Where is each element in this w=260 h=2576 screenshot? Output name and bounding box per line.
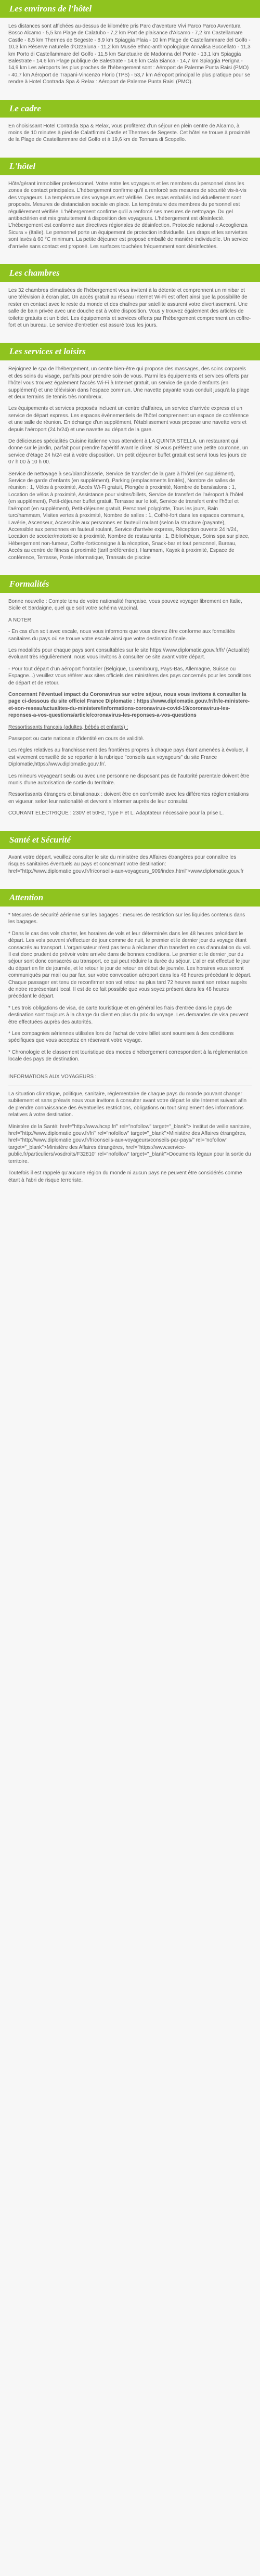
section-body-chambres [0,282,260,343]
attention-baggage-rules: * Mesures de sécurité aérienne sur les bagages : mesures de restriction sur les liquides contenus dans les bagages. [8,912,245,925]
section-title-formalites: Formalités [0,575,260,593]
attention-visa: * Les trois obligations de visa, de carte touristique et en général les frais d'entrée dans le pays de destination sont toujours à la charge du client en plus du prix du voyage. Les demandes de visa peuvent être effectuées auprès des autorités. [8,1005,249,1025]
bottom-spacer [8,1188,252,1199]
section-title-chambres: Les chambres [0,264,260,282]
section-body-sante [0,849,260,889]
loisirs-paragraph-1: Rejoignez le spa de l'hébergement, un centre bien-être qui propose des massages, des soins corporels et des soins du visage, parfaits pour prendre soin de vous. Parmi les équipements et services offerts par l'hôtel vous trouvez également l'accès Wi-Fi à Internet gratuit, un service de garde d'enfants (en supplément) et une télévision dans l'espace commun. Une navette payante vous conduit jusqu'à la plage et deux terrains de tennis très nombreux. [8,366,250,400]
loisirs-paragraph-2: Les équipements et services proposés incluent un centre d'affaires, un service d'arrivée express et un service de départ express. Les espaces événementiels de l'hôtel comprennent un espace de conférence et une salle de réunion. En échange d'un supplément, l'établissement vous propose une navette vers et depuis l'aéroport (24 h/24) et une navette au départ de la gare. [8,406,249,433]
section-title-sante: Santé et Sécurité [0,831,260,849]
attention-classification: * Chronologie et le classement touristique des modes d'hébergement correspondent à la réglementation locale des pays de destination. [8,1049,248,1063]
formalites-stopover: - En cas d'un soit avec escale, nous vous informons que vous devrez être conforme aux formalités sanitaires du pays où se trouve votre escale ainsi que votre destination finale. [8,629,235,642]
loisirs-paragraph-3: De délicieuses spécialités Cuisine italienne vous attendent à LA QUINTA STELLA, un restaurant qui donne sur le jardin, parfait pour prendre l'apéritif avant le dîner. Si vous préférez une petite couronne, un service d'étage 24 h/24 est à votre disposition. Un petit déjeuner buffet gratuit est servi tous les jours de 07 h 00 à 10 h 00. [8,438,249,465]
formalites-french-nationals-heading: Ressortissants français (adultes, bébés et enfants) : [8,724,128,730]
environs-paragraph: Les distances sont affichées au-dessus de kilométre pris Parc d'aventure Vivi Parco Parco Avventura Bosco Alcamo - 5,5 km Plage de Calatubo - 7,2 km Port de plaisance d'Alcamo - 7,2 km Castellamare Castle - 8,5 km Thermes de Segeste - 8,9 km Spiaggia Plaia - 10 km Plage de Castellammare del Golfo - 10,3 km Réserve naturelle d'Ozzaluna - 11,2 km Musée ethno-anthropologique Annalisa Buccellato - 11,3 km Porto di Castellammare del Golfo - 11,5 km Sanctuaire de Madonna del Ponte - 13,1 km Spiaggia Balestrate - 14,6 km Plage publique de Balestrate - 14,6 km Cala Bianca - 14,7 km Spiaggia Perigna - 14,9 km Les aéroports les plus proches de l'hébergement sont : Aéroport de Palerme Punta Raisi (PMO) - 40,7 km Aéroport de Trapani-Vincenzo Florio (TPS) - 53,7 km Aéroport principal le plus pratique pour se rendre à Hotel Contrada Spa & Relax : Aéroport de Palerme Punta Raisi (PMO). [8,23,251,85]
section-body-attention [0,907,260,1208]
section-title-attention: Attention [0,889,260,907]
page [0,0,260,1208]
sante-paragraph: Avant votre départ, veuillez consulter le site du ministère des Affaires étrangères pour connaître les risques sanitaires éventuels au pays et concernant votre destination: href="http://www.diplomatie.gouv.fr/fr/conseils-aux-voyageurs_909/index.html">www.diplomatie.gouv.fr [8,854,244,874]
section-body-environs [0,18,260,100]
formalites-site-info: Les modalités pour chaque pays sont consultables sur le site https://www.diplomatie.gouv.fr/fr/ (Actualité) évoluant très régulièrement, nous vous invitons à consulter ce site avant votre départ. [8,647,250,661]
formalites-good-news: Bonne nouvelle : Compte tenu de votre nationalité française, vous pouvez voyager librement en Italie, Sicile et Sardaigne, quel que soit votre schéma vaccinal. [8,598,242,612]
formalites-id-required: Passeport ou carte nationale d'identité en cours de validité. [8,736,145,742]
section-body-hotel [0,175,260,264]
loisirs-amenities-list: Service de nettoyage à sec/blanchisserie, Service de transfert de la gare à l'hôtel (en supplément), Service de garde d'enfants (en supplément), Parking (emplacements limités), Nombre de salles de réunion : 1, Vélos à proximité, Accès Wi-Fi gratuit, Plongée à proximité, Nombre de bars/salons : 1, Location de vélos à proximité, Assistance pour visites/billets, Service de transfert de l'aéroport à l'hôtel (en supplément), Petit-déjeuner buffet gratuit, Terrasse sur le toit, Service de transfert entre l'hôtel et l'aéroport (en supplément), Petit-déjeuner gratuit, Personnel polyglotte, Tous les jours, Bain turc/hammam, Visites vertes à proximité, Nombre de salles : 1, Coffré-fort dans les espaces communs, Lavérie, Ascenseur, Accessible aux personnes en fauteuil roulant (selon la structure (payante), Accessible aux personnes en fauteuil roulant, Service d'arrivée express, Réception ouverte 24 h/24, Location de scooter/motorbike à proximité, Nombre de restaurants : 1, Bibliothèque, Soins spa sur place, Hébergement non-fumeur, Coffre-fort/consigne à la réception, Snack-bar et tout personnel, Bureau, Accès au centre de fitness à proximité (tarif préférentiel), Hammam, Kayak à proximité, Espace de conférence, Terrasse, Poste informatique, Transats de piscine [8,471,250,561]
attention-terrorism: Toutefois il est rappelé qu'aucune région du monde ni aucun pays ne peuvent être considérés comme étant à l'abri de risque terroriste. [8,1170,242,1183]
formalites-minors: Les mineurs voyageant seuls ou avec une personne ne disposant pas de l'autorité parentale doivent être munis d'une autorisation de sortie du territoire. [8,773,250,786]
attention-charter-flights: * Dans le cas des vols charter, les horaires de vols et leur déterminés dans les 48 heures précédant le départ. Les vols peuvent s'effectuer de jour comme de nuit, le premier et le dernier jour du voyage étant consacrés au transport. L'organisateur n'est pas tenu à réclamer d'un transfert en cas d'annulation du vol. Il est donc prudent de prévoir votre arrivée dans de bonnes conditions. Le premier et le dernier jour du séjour sont donc consacrés au transport, ce qui peut réduire la durée du séjour. L'aller est effectué le jour du départ en fin de journée, et le retour le jour de retour en début de journée. Les horaires vous seront communiqués par mail ou par fax, sur votre convocation aéroport dans les 48 heures précédant le départ. Chaque passager est tenu de reconfirmer son vol retour au plus tard 72 heures avant son retour auprès de notre représentant local. Il est de ce fait possible que vous soyez présent dans les 48 heures précédant le départ. [8,930,252,1000]
section-title-loisirs: Les services et loisirs [0,343,260,360]
formalites-border-airport: - Pour tout départ d'un aéroport frontalier (Belgique, Luxembourg, Pays-Bas, Allemagne, Suisse ou Espagne...) veuillez vous référer aux sites officiels des ministères des pays concernés pour les conditions de départ et de retour. [8,666,251,686]
formalites-foreign-nationals: Ressortissants étrangers et binationaux : doivent être en conformité avec les différentes réglementations en vigueur, selon leur nationalité et devront s'informer auprès de leur consulat. [8,792,249,805]
formalites-electricity: COURANT ELECTRIQUE : 230V et 50Hz, Type F et L. Adaptateur nécessaire pour la prise L. [8,810,224,817]
attention-airlines: * Les compagnies aériennes utilisées lors de l'achat de votre billet sont soumises à des conditions spécifiques que vous acceptez en réservant votre voyage. [8,1031,234,1044]
hotel-paragraph: Hôte/gérant immobilier professionnel. Votre entre les voyageurs et les membres du personnel dans les zones de contact principales. L'hébergement confirme qu'il a renforcé ses mesures de sécurité vis-à-vis des voyageurs. La température des voyageurs est vérifiée. Des repas emballés individuellement sont proposés. Mesures de distanciation sociale en place. La température des membres du personnel est régulièrement vérifiée. L'hébergement confirme qu'il a renforcé ses mesures de nettoyage. Du gel antibactérien est mis gratuitement à disposition des voyageurs. L'hébergement est désinfecté. L'hébergement est conforme aux directives régionales de désinfection. Protocole national « Accoglienza Sicura » (Italie). Le personnel porte un équipement de protection individuelle. Les draps et les serviettes sont lavés à 60 °C minimum. La petite déjeuner est proposé emballé de manière individuelle. Un service d'arrivée sans contact est proposé. Les surfaces touchées fréquemment sont désinfectées. [8,180,248,250]
attention-links[interactable]: Ministère de la Santé: href="http://www.hcsp.fr/" rel="nofollow" target="_blank"> Institut de veille sanitaire, href="http://www.diplomatie.gouv.fr/fr/" rel="nofollow" target="_blank">Ministère des Affaires étrangères, href="http://www.diplomatie.gouv.fr/fr/conseils-aux-voyageurs/conseils-par-pays/" rel="nofollow" target="_blank">Ministère des Affaires étrangères, href="https://www.service-public.fr/particuliers/vosdroits/F32810" rel="nofollow" target="_blank">Documents légaux pour la sortie du territoire. [8,1123,251,1164]
section-body-loisirs [0,360,260,575]
cadre-paragraph: En choisissant Hotel Contrada Spa & Relax, vous profiterez d'un séjour en plein centre de Alcamo, à moins de 10 minutes à pied de Calatfimmi Castle et Thermes de Segeste. Cet hôtel se trouve à proximité de la Plage de Castellammare del Golfo et à 19,6 km de Tonnara di Scopello. [8,123,251,143]
section-title-hotel: L'hôtel [0,158,260,175]
attention-travellers-heading: INFORMATIONS AUX VOYAGEURS : [8,1073,97,1080]
section-title-environs: Les environs de l'hôtel [0,0,260,18]
attention-climate: La situation climatique, politique, sanitaire, réglementaire de chaque pays du monde pouvant changer subitement et sans préavis nous vous invitons à consulter avant votre départ le site Internet suivant afin de prendre connaissance des éventuelles restrictions, obligations ou tout simplement des informations relatives à votre destination. [8,1091,247,1118]
formalites-note-heading: A NOTER [8,617,31,623]
formalites-border-rules: Les règles relatives au franchissement des frontières propres à chaque pays étant amenées à évoluer, il est vivement conseillé de se reporter à la rubrique "conseils aux voyageurs" du site France Diplomatie,https://www.diplomatie.gouv.fr/. [8,747,248,768]
section-body-formalites [0,593,260,831]
chambres-paragraph: Les 32 chambres climatisées de l'hébergement vous invitent à la détente et comprennent un minibar et une télévision à écran plat. Un accès gratuit au réseau Internet Wi-Fi est offert ainsi que la possibilité de rester en contact avec le reste du monde et des chaînes par satellite assurent votre divertissement. Une salle de bain privée avec une douche est à votre disposition. Vous y trouvez également des articles de toilette gratuits et un bidet. Les équipements et services offerts par l'hébergement comprennent un coffre-fort et un bureau. Le service d'entretien est assuré tous les jours. [8,287,251,328]
section-body-cadre [0,118,260,158]
formalites-coronavirus: Concernant l'éventuel impact du Coronavirus sur votre séjour, nous vous invitons à consulter la page ci-dessous du site officiel France Diplomatie : https://www.diplomatie.gouv.fr/fr/le-ministere-et-son-reseau/actualites-du-ministere/informations-coronavirus-covid-19/coronavirus-les-reponses-a-vos-questions/article/coronavirus-les-reponses-a-vos-questions [8,692,250,719]
section-title-cadre: Le cadre [0,100,260,118]
